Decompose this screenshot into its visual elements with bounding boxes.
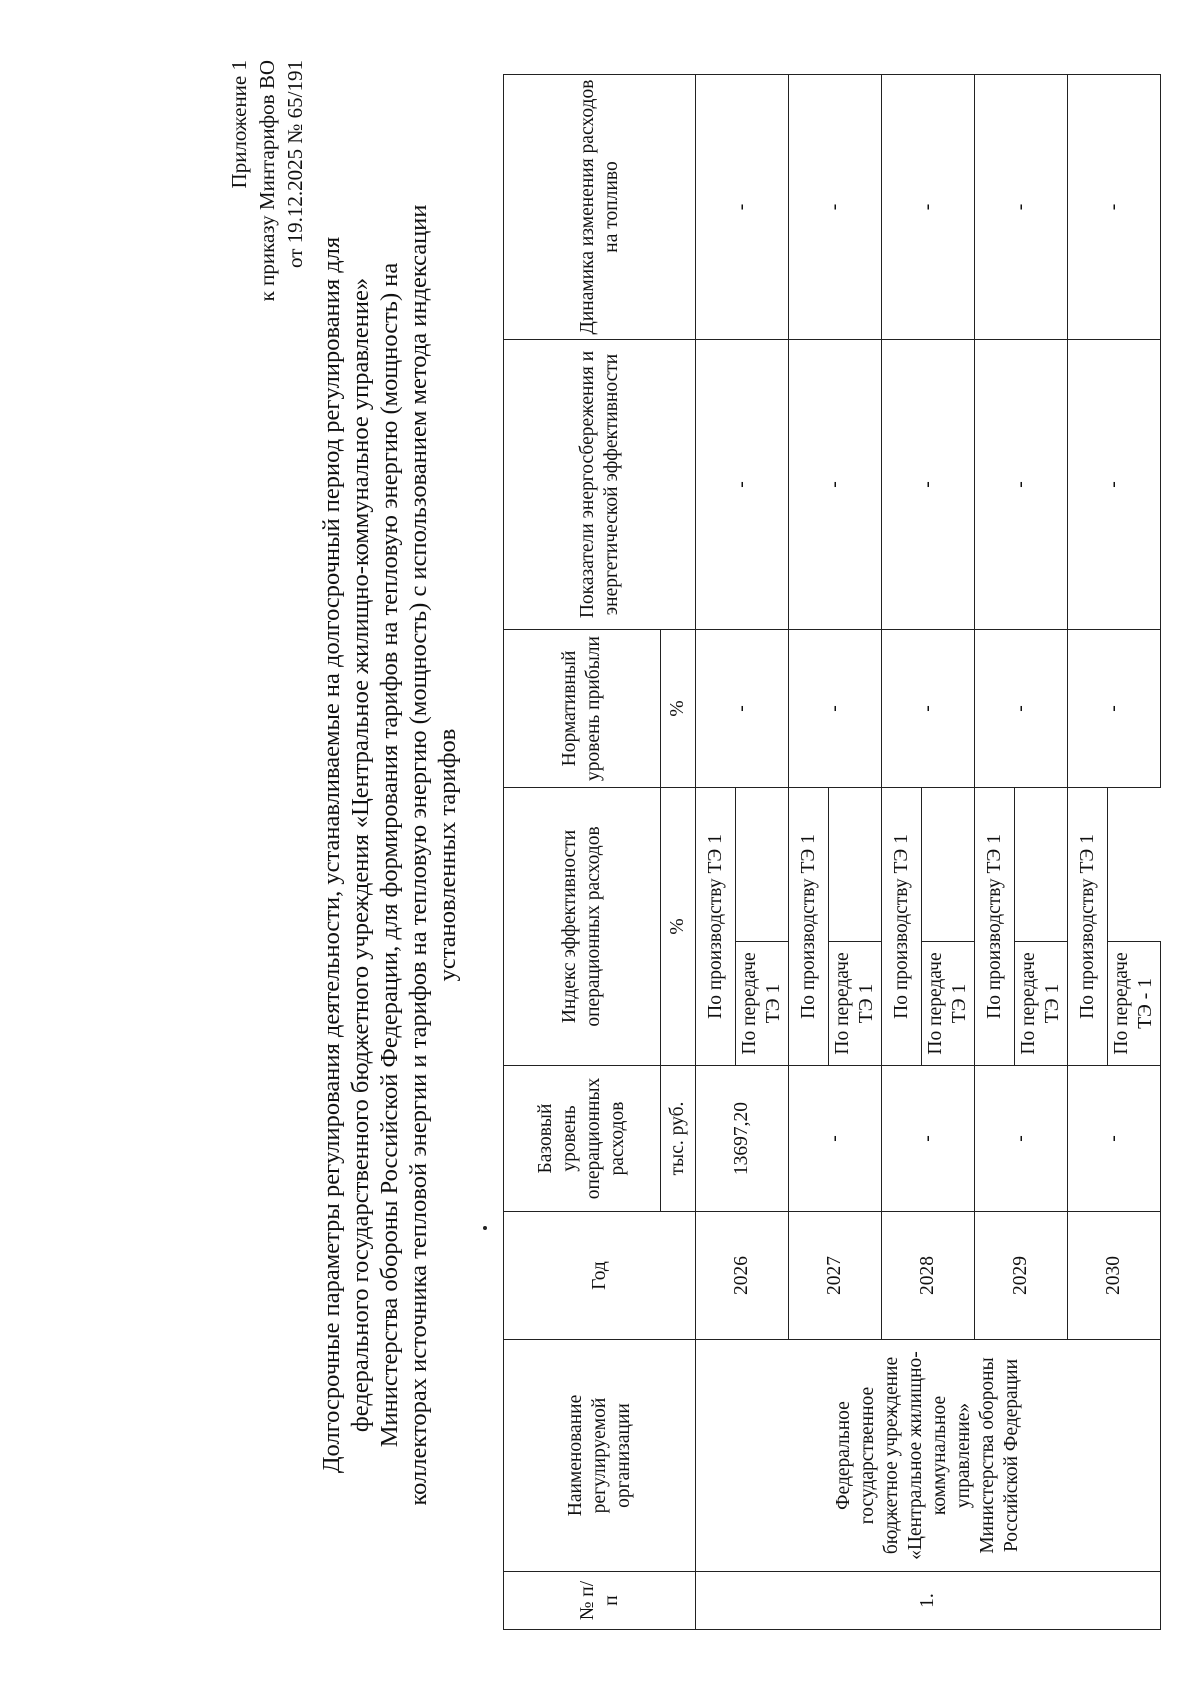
profit-cell: -: [789, 630, 882, 788]
profit-cell: -: [975, 630, 1068, 788]
approval-line-3: от 19.12.2025 № 65/191: [283, 60, 307, 269]
year-cell: 2027: [789, 1212, 882, 1340]
scan-dot: [483, 1226, 487, 1230]
title-line: Министерства обороны Российской Федерации, для формирования тарифов на тепловую энергию (мощность) на: [376, 262, 403, 1448]
org-name: Федеральное государственное бюджетное учреждение «Центральное жилищно-коммунальное управление» Министерства обороны Российской Федерации: [696, 1340, 1161, 1572]
document-sheet: [225, 60, 1156, 1640]
approval-block: [225, 60, 309, 480]
profit-cell: -: [696, 630, 789, 788]
index-transmission-cell: По передаче ТЭ 1: [736, 942, 789, 1066]
header-profit-level: Нормативный уровень прибыли: [504, 630, 661, 788]
header-energy-saving: Показатели энергосбережения и энергетической эффективности: [504, 340, 696, 630]
base-level-cell: -: [882, 1066, 975, 1212]
title-line: федерального государственного бюджетного учреждения «Центральное жилищно-коммунальное управление»: [347, 277, 374, 1433]
energy-cell: -: [882, 340, 975, 630]
index-production-cell: По производству ТЭ 1: [975, 788, 1015, 1066]
energy-cell: -: [1068, 340, 1161, 630]
document-title: [317, 80, 462, 1630]
index-transmission-cell: По передаче ТЭ 1: [1015, 942, 1068, 1066]
unit-profit: %: [661, 630, 696, 788]
base-level-cell: -: [1068, 1066, 1161, 1212]
title-line: коллекторах источника тепловой энергии и тарифов на тепловую энергию (мощность) с использованием метода индексации: [405, 204, 432, 1506]
index-transmission-cell: По передаче ТЭ 1: [829, 942, 882, 1066]
index-production-cell: По производству ТЭ 1: [882, 788, 922, 1066]
base-level-cell: -: [975, 1066, 1068, 1212]
fuel-cell: -: [789, 75, 882, 340]
header-efficiency-index: Индекс эффективности операционных расходов: [504, 788, 661, 1066]
fuel-cell: -: [696, 75, 789, 340]
year-cell: 2030: [1068, 1212, 1161, 1340]
header-org: Наименование регулируемой организации: [504, 1340, 696, 1572]
approval-line-1: Приложение 1: [227, 60, 251, 189]
parameters-table: [503, 74, 1161, 1630]
base-level-cell: 13697,20: [696, 1066, 789, 1212]
header-num: № п/п: [504, 1572, 696, 1630]
title-line: установленных тарифов: [434, 728, 461, 982]
header-fuel-dynamics: Динамика изменения расходов на топливо: [504, 75, 696, 340]
energy-cell: -: [789, 340, 882, 630]
unit-base: тыс. руб.: [661, 1066, 696, 1212]
row-number: 1.: [696, 1572, 1161, 1630]
approval-line-2: к приказу Минтарифов ВО: [255, 60, 279, 302]
fuel-cell: -: [882, 75, 975, 340]
fuel-cell: -: [975, 75, 1068, 340]
index-production-cell: По производству ТЭ 1: [1068, 788, 1108, 1066]
header-year: Год: [504, 1212, 696, 1340]
energy-cell: -: [975, 340, 1068, 630]
year-cell: 2029: [975, 1212, 1068, 1340]
index-transmission-cell: По передаче ТЭ - 1: [1108, 942, 1161, 1066]
year-cell: 2026: [696, 1212, 789, 1340]
base-level-cell: -: [789, 1066, 882, 1212]
table-row: [696, 75, 736, 1630]
energy-cell: -: [696, 340, 789, 630]
index-transmission-cell: По передаче ТЭ 1: [922, 942, 975, 1066]
profit-cell: -: [1068, 630, 1161, 788]
title-line: Долгосрочные параметры регулирования деятельности, устанавливаемые на долгосрочный период регулирования для: [318, 236, 345, 1474]
header-base-level: Базовый уровень операционных расходов: [504, 1066, 661, 1212]
unit-index: %: [661, 788, 696, 1066]
profit-cell: -: [882, 630, 975, 788]
fuel-cell: -: [1068, 75, 1161, 340]
year-cell: 2028: [882, 1212, 975, 1340]
index-production-cell: По производству ТЭ 1: [789, 788, 829, 1066]
index-production-cell: По производству ТЭ 1: [696, 788, 736, 1066]
